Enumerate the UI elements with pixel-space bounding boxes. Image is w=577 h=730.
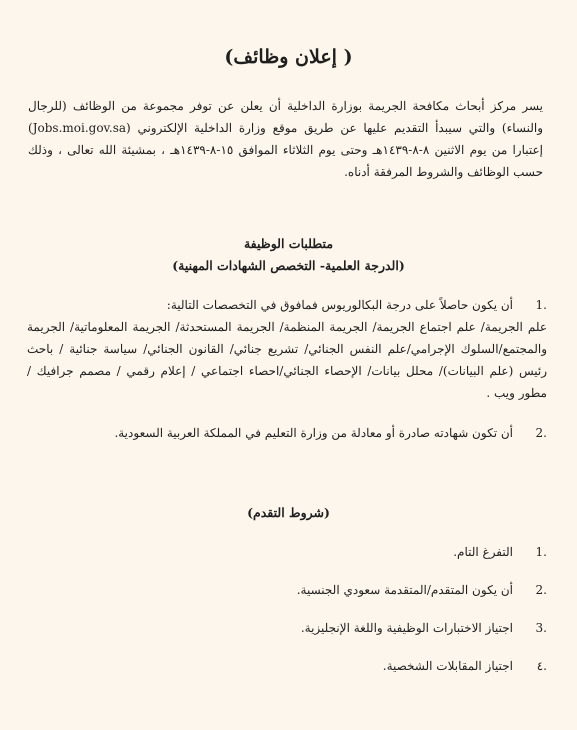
condition-text: أن يكون المتقدم/المتقدمة سعودي الجنسية. xyxy=(296,583,513,597)
specializations-list: علم الجريمة/ علم اجتماع الجريمة/ الجريمة المنظمة/ الجريمة المستحدثة/ الجريمة المعلوماتية/ الجريمة والمجتمع/السلوك الإجرامي/علم النفس الجنائي/ تشريع جنائي/ القانون الجنائي/ سياسة جنائية / باحث رئيس (علم البيانات)/ محلل بيانات/ الإحصاء الجنائي/احصاء اجتماعي / إعلام رقمي / مصمم جرافيك /مطور ويب . xyxy=(27,320,548,400)
intro-paragraph xyxy=(28,95,543,183)
jobs-website-url: Jobs.moi.gov.sa xyxy=(32,121,127,135)
intro-text-part2: ) إعتبارا من يوم الاثنين ٨-٨-١٤٣٩هـ وحتى يوم الثلاثاء الموافق ١٥-٨-١٤٣٩هـ ، بمشيئة الله تعالى ، وذلك حسب الوظائف والشروط المرفقة أدناه. xyxy=(28,121,543,179)
conditions-list xyxy=(27,541,547,693)
condition-text: اجتياز المقابلات الشخصية. xyxy=(382,659,513,673)
condition-text: اجتياز الاختبارات الوظيفية واللغة الإنجليزية. xyxy=(300,621,513,635)
requirements-list xyxy=(27,294,547,444)
condition-text: التفرغ التام. xyxy=(453,545,513,559)
list-number: ٤. xyxy=(536,659,547,673)
requirement-text: أن يكون حاصلاً على درجة البكالوريوس فمافوق في التخصصات التالية: xyxy=(166,298,513,312)
intro-text-part1: يسر مركز أبحاث مكافحة الجريمة بوزارة الداخلية أن يعلن عن توفر مجموعة من الوظائف (للرجال والنساء) والتي سيبدأ التقديم عليها عن طريق موقع وزارة الداخلية الإلكتروني ( xyxy=(28,99,543,135)
condition-item xyxy=(27,655,547,677)
requirements-title: متطلبات الوظيفة xyxy=(243,236,334,251)
requirement-item xyxy=(27,422,547,444)
list-number: 3. xyxy=(535,621,547,635)
condition-item xyxy=(27,617,547,639)
condition-item xyxy=(27,541,547,563)
list-number: 1. xyxy=(535,298,547,312)
requirement-text: أن تكون شهادته صادرة أو معادلة من وزارة التعليم في المملكة العربية السعودية. xyxy=(114,426,513,440)
conditions-title: (شروط التقدم) xyxy=(247,505,330,520)
list-number: 2. xyxy=(535,583,547,597)
requirements-subtitle: (الدرجة العلمية- التخصص الشهادات المهنية) xyxy=(172,258,405,273)
requirement-item xyxy=(27,294,547,404)
page-title: ( إعلان وظائف) xyxy=(224,46,353,68)
list-number: 1. xyxy=(535,545,547,559)
condition-item xyxy=(27,579,547,601)
list-number: 2. xyxy=(535,426,547,440)
